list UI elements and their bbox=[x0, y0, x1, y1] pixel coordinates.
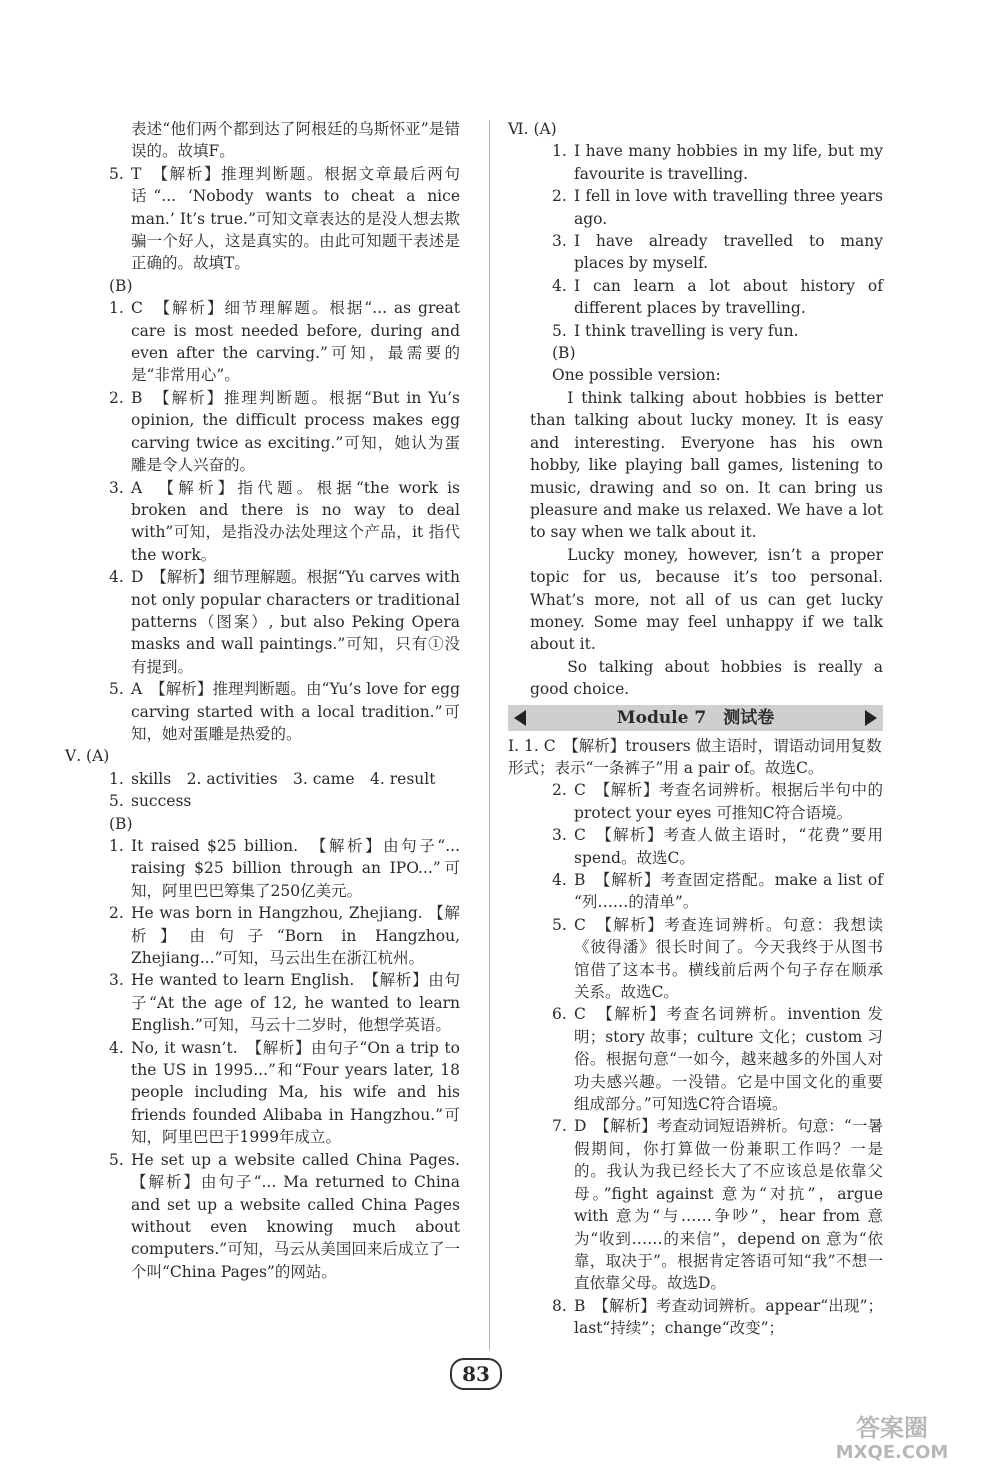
item-text: C 【解析】细节理解题。根据“... as great care is most needed before, during and even after the carving.”可知，最需要的是“非常用心”。 bbox=[131, 299, 460, 385]
item-number: 5. bbox=[109, 1150, 124, 1169]
watermark-logo bbox=[792, 1408, 992, 1464]
module-heading: Module 7 测试卷 bbox=[616, 707, 775, 728]
item-number: 8. bbox=[552, 1296, 567, 1315]
item-text: (B) bbox=[109, 814, 133, 833]
left-column bbox=[65, 118, 460, 1283]
svg-text:MXQE.COM: MXQE.COM bbox=[835, 1442, 949, 1463]
text-block bbox=[65, 275, 460, 297]
item-number: 4. bbox=[552, 276, 567, 295]
item-text: B 【解析】推理判断题。根据“But in Yu’s opinion, the difficult process makes egg carving twice as exciting.”可知，她认为蛋雕是令人兴奋的。 bbox=[131, 388, 460, 475]
item-text: So talking about hobbies is really a good choice. bbox=[530, 657, 883, 699]
item-number: 4. bbox=[109, 1038, 124, 1057]
text-block bbox=[508, 364, 883, 386]
item-number: 3. bbox=[109, 971, 124, 990]
text-block bbox=[508, 118, 883, 140]
item-text: success bbox=[131, 792, 192, 811]
item-text: C 【解析】考查连词辨析。句意：我想读《彼得潘》很长时间了。今天我终于从图书馆借了这本书。横线前后两个句子存在顺承关系。故选C。 bbox=[574, 915, 883, 1002]
item-text: A 【解析】指代题。根据“the work is broken and there is no way to deal with”可知，是指没办法处理这个产品，it 指代 the work。 bbox=[131, 478, 460, 564]
page-number: 83 bbox=[450, 1358, 502, 1390]
item-text: It raised $25 billion. 【解析】由句子“... raising $25 billion through an IPO...”可知，阿里巴巴筹集了250亿美元。 bbox=[131, 837, 460, 900]
item-text: 表述“他们两个都到达了阿根廷的乌斯怀亚”是错误的。故填F。 bbox=[131, 120, 460, 161]
item-text: He wanted to learn English. 【解析】由句子“At the age of 12, he wanted to learn English.”可知，马云十二岁时，他想学英语。 bbox=[131, 971, 460, 1035]
text-block bbox=[508, 342, 883, 364]
text-block bbox=[65, 118, 460, 163]
item-text: No, it wasn’t. 【解析】由句子“On a trip to the US in 1995...”和“Four years later, 18 people including Ma, his wife and his friends founded Alibaba in Hangzhou.”可知，阿里巴巴于1999年成立。 bbox=[131, 1038, 460, 1147]
svg-text:答案圈: 答案圈 bbox=[856, 1414, 928, 1442]
text-block bbox=[508, 387, 883, 544]
item-text: (B) bbox=[109, 276, 133, 295]
answer-item bbox=[508, 320, 883, 342]
item-text: One possible version: bbox=[552, 366, 721, 385]
text-block bbox=[508, 735, 883, 780]
answer-item bbox=[508, 1115, 883, 1294]
item-number: 5. bbox=[109, 164, 124, 183]
answer-item bbox=[508, 230, 883, 275]
answer-item bbox=[508, 185, 883, 230]
answer-item bbox=[508, 779, 883, 824]
answer-item bbox=[65, 387, 460, 477]
answer-item bbox=[508, 140, 883, 185]
item-number: 1. bbox=[109, 769, 124, 788]
item-number: 2. bbox=[109, 904, 124, 923]
text-block bbox=[508, 656, 883, 701]
answer-item bbox=[65, 1149, 460, 1283]
item-text: Lucky money, however, isn’t a proper topic for us, because it’s too personal. What’s more, not all of us can get lucky money. Some may feel unhappy if we talk about it. bbox=[530, 545, 883, 654]
answer-item bbox=[65, 768, 460, 790]
item-text: Ⅵ. (A) bbox=[508, 120, 557, 138]
item-number: 2. bbox=[552, 781, 567, 800]
item-text: I can learn a lot about history of different places by travelling. bbox=[574, 276, 883, 318]
item-text: I think travelling is very fun. bbox=[574, 321, 799, 340]
text-block bbox=[508, 544, 883, 656]
answer-item bbox=[508, 869, 883, 914]
item-text: D 【解析】考查动词短语辨析。句意：“一暑假期间，你打算做一份兼职工作吗？一是的。我认为我已经长大了不应该总是依靠父母。”fight against 意为“对抗”，argue with 意为“与……争吵”，hear from 意为“收到……的来信”，depend on 意为“依靠，取决于”。根据肯定答语可知“我”不想一直依靠父母。故选D。 bbox=[574, 1117, 883, 1293]
answer-item bbox=[65, 678, 460, 745]
item-number: 1. bbox=[109, 837, 124, 855]
item-text: (B) bbox=[552, 344, 576, 363]
item-text: C 【解析】考查人做主语时，“花费”要用 spend。故选C。 bbox=[574, 826, 883, 867]
item-number: 1. bbox=[109, 299, 124, 318]
item-text: He set up a website called China Pages. 【解析】由句子“... Ma returned to China and set up a website called China Pages without even knowing much about computers.”可知，马云从美国回来后成立了一个叫“China Pages”的网站。 bbox=[131, 1150, 460, 1281]
arrow-left-icon bbox=[514, 710, 526, 726]
item-text: I think talking about hobbies is better than talking about lucky money. It is easy and interesting. Everyone has his own hobby, like playing ball games, listening to music, drawing and so on. It can bring us pleasure and make us relaxed. We have a lot to say when we talk about it. bbox=[530, 388, 883, 542]
item-number: 3. bbox=[109, 478, 124, 497]
answer-item bbox=[65, 969, 460, 1036]
arrow-right-icon bbox=[865, 710, 877, 726]
item-number: 7. bbox=[552, 1117, 567, 1136]
column-divider bbox=[489, 120, 490, 1350]
answer-item bbox=[508, 1003, 883, 1115]
item-number: 1. bbox=[552, 142, 567, 161]
answer-item bbox=[65, 902, 460, 969]
item-text: skills 2. activities 3. came 4. result bbox=[131, 769, 436, 788]
item-number: 5. bbox=[552, 321, 567, 340]
item-number: 5. bbox=[109, 792, 124, 811]
item-number: 4. bbox=[109, 568, 124, 587]
item-number: 4. bbox=[552, 871, 567, 889]
answer-item bbox=[508, 824, 883, 869]
answer-item bbox=[65, 790, 460, 812]
item-text: C 【解析】考查名词辨析。invention 发明；story 故事；culture 文化；custom 习俗。根据句意“一如今，越来越多的外国人对功夫感兴趣。一没错。它是中国文化的重要组成部分。”可知选C符合语境。 bbox=[574, 1005, 883, 1114]
item-number: 3. bbox=[552, 232, 567, 251]
item-text: B 【解析】考查固定搭配。make a list of “列……的清单”。 bbox=[574, 871, 883, 912]
item-text: I have already travelled to many places by myself. bbox=[574, 232, 883, 273]
answer-item bbox=[508, 275, 883, 320]
item-text: D 【解析】细节理解题。根据“Yu carves with not only popular characters or traditional patterns（图案）, but also Peking Opera masks and wall paintings.”可知，只有①没有提到。 bbox=[131, 568, 460, 676]
item-text: B 【解析】考查动词辨析。appear“出现”；last“持续”；change“改变”； bbox=[574, 1296, 883, 1338]
item-text: Ⅰ. 1. C 【解析】trousers 做主语时，谓语动词用复数形式；表示“一条裤子”用 a pair of。故选C。 bbox=[508, 736, 882, 777]
answer-item bbox=[508, 914, 883, 1004]
text-block bbox=[65, 813, 460, 835]
item-text: Ⅴ. (A) bbox=[65, 747, 110, 766]
module-heading-bar bbox=[508, 705, 883, 731]
item-text: C 【解析】考查名词辨析。根据后半句中的 protect your eyes 可推知C符合语境。 bbox=[574, 781, 883, 822]
answer-item bbox=[65, 163, 460, 275]
answer-item bbox=[65, 297, 460, 387]
answer-item bbox=[65, 1037, 460, 1149]
answer-item bbox=[65, 477, 460, 567]
answer-item bbox=[65, 835, 460, 902]
item-text: T 【解析】推理判断题。根据文章最后两句话“... ‘Nobody wants to cheat a nice man.’ It’s true.”可知文章表达的是没人想去欺骗一个好人，这是真实的。由此可知题干表述是正确的。故填T。 bbox=[131, 164, 460, 273]
item-text: I have many hobbies in my life, but my favourite is travelling. bbox=[574, 142, 883, 183]
item-text: He was born in Hangzhou, Zhejiang. 【解析】由句子“Born in Hangzhou, Zhejiang...”可知，马云出生在浙江杭州。 bbox=[131, 904, 460, 968]
text-block bbox=[65, 745, 460, 767]
item-number: 6. bbox=[552, 1005, 567, 1024]
right-column bbox=[508, 118, 883, 1340]
answer-item bbox=[65, 566, 460, 678]
item-number: 5. bbox=[552, 915, 567, 934]
item-number: 5. bbox=[109, 680, 124, 699]
answer-item bbox=[508, 1295, 883, 1340]
item-text: I fell in love with travelling three years ago. bbox=[574, 187, 883, 228]
item-number: 2. bbox=[109, 388, 124, 407]
item-number: 2. bbox=[552, 187, 567, 206]
item-text: A 【解析】推理判断题。由“Yu’s love for egg carving started with a local tradition.”可知，她对蛋雕是热爱的。 bbox=[131, 680, 460, 743]
item-number: 3. bbox=[552, 826, 567, 845]
